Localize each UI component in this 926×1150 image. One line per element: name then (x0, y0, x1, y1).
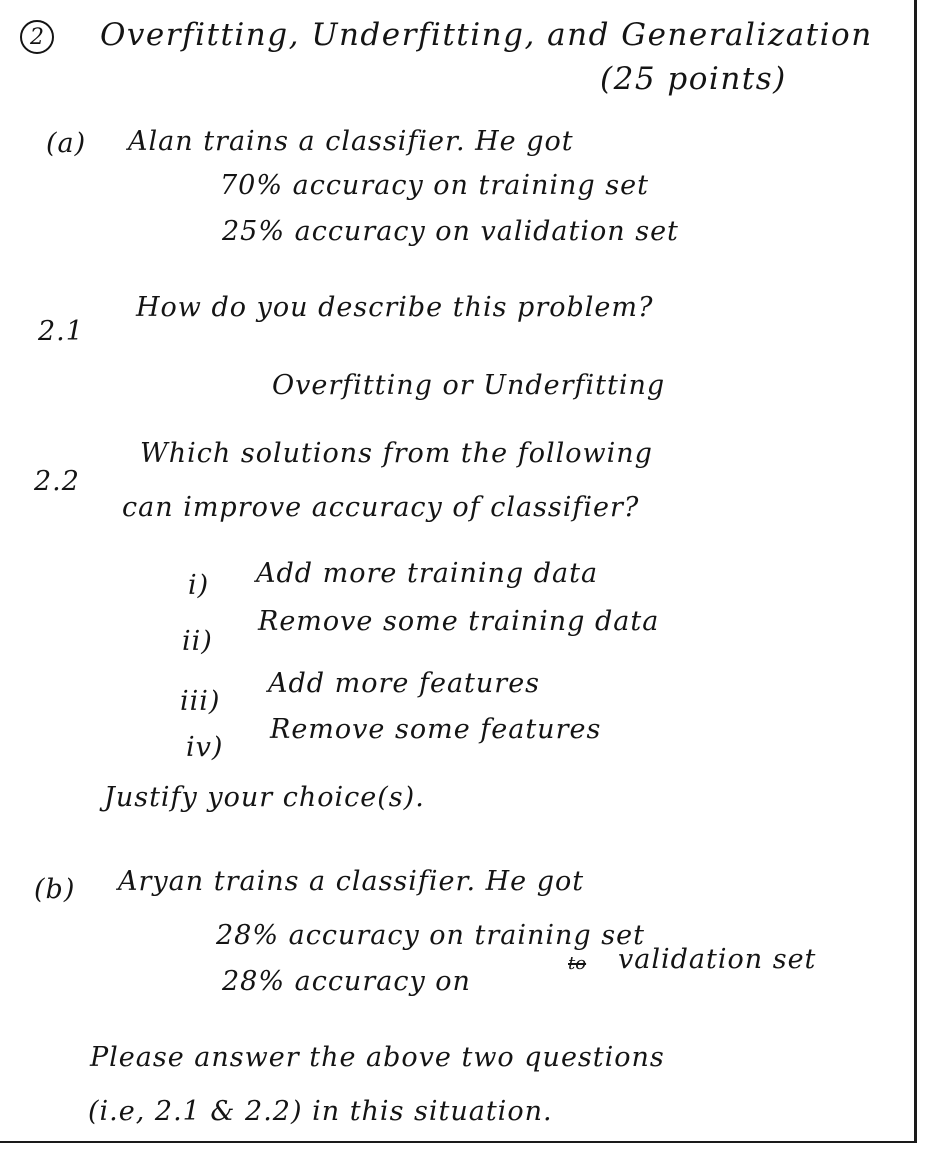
part-b-validation-suffix: validation set (618, 944, 817, 975)
choice-text: Remove some training data (258, 606, 660, 637)
q21-options: Overfitting or Underfitting (272, 370, 666, 401)
part-a-validation-line: 25% accuracy on validation set (222, 216, 679, 247)
closing-line1: Please answer the above two questions (90, 1042, 665, 1073)
question-title: Overfitting, Underfitting, and Generalization (100, 17, 873, 53)
question-number: 2 (20, 20, 54, 54)
choice-numeral: iii) (180, 686, 221, 717)
part-b-intro: Aryan trains a classifier. He got (118, 866, 585, 897)
part-a-training-line: 70% accuracy on training set (220, 170, 649, 201)
part-b-training-line: 28% accuracy on training set (216, 920, 645, 951)
q22-prompt-line1: Which solutions from the following (140, 438, 653, 469)
q21-label: 2.1 (38, 316, 84, 347)
q22-label: 2.2 (34, 466, 80, 497)
part-a-intro: Alan trains a classifier. He got (128, 126, 574, 157)
choice-text: Remove some features (270, 714, 602, 745)
part-b-validation-prefix: 28% accuracy on (222, 966, 471, 997)
choice-numeral: iv) (186, 732, 224, 763)
q22-prompt-line2: can improve accuracy of classifier? (122, 492, 640, 523)
question-points: (25 points) (600, 61, 787, 97)
part-a-label: (a) (46, 128, 87, 159)
choice-numeral: i) (188, 570, 210, 601)
justify-instruction: Justify your choice(s). (104, 782, 425, 813)
struck-word: to (568, 953, 587, 974)
part-b-label: (b) (34, 874, 76, 905)
q21-prompt: How do you describe this problem? (136, 292, 654, 323)
choice-text: Add more features (268, 668, 541, 699)
choice-text: Add more training data (256, 558, 599, 589)
choice-numeral: ii) (182, 626, 213, 657)
closing-line2: (i.e, 2.1 & 2.2) in this situation. (88, 1096, 553, 1127)
